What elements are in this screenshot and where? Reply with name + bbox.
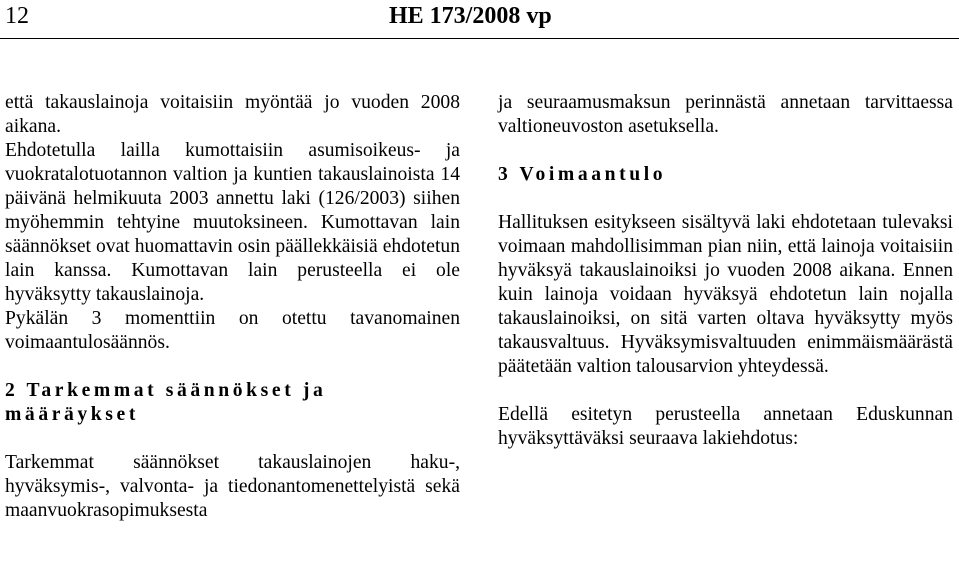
left-paragraph-4: Tarkemmat säännökset takauslainojen haku-, hyväksymis-, valvonta- ja tiedonantomenettelyistä sekä maanvuokrasopimuksesta — [5, 452, 460, 521]
right-paragraph-2: Hallituksen esitykseen sisältyvä laki ehdotetaan tulevaksi voimaan mahdollisimman pian niin, että lainoja voitaisiin hyväksyä takauslainoiksi jo vuoden 2008 aikana. Ennen kuin lainoja voidaan hyväksyä ehdotetun lain nojalla takauslainoiksi, on sitä varten oltava hyväksytty myös takausvaltuus. Hyväksymisvaltuuden enimmäismäärästä päätetään valtion talousarvion yhteydessä. — [498, 212, 953, 377]
section-heading-3: 3 Voimaantulo — [498, 164, 667, 185]
right-paragraph-1: ja seuraamusmaksun perinnästä annetaan tarvittaessa valtioneuvoston asetuksella. — [498, 92, 953, 137]
left-paragraph-2: Ehdotetulla lailla kumottaisiin asumisoikeus- ja vuokratalotuotannon valtion ja kuntien takauslainoista 14 päivänä helmikuuta 2003 annettu laki (126/2003) siihen myöhemmin tehtyine muutoksineen. Kumottavan lain säännökset ovat huomattavin osin päällekkäisiä ehdotetun lain kanssa. Kumottavan lain perusteella ei ole hyväksytty takauslainoja. — [5, 140, 460, 305]
right-paragraph-3: Edellä esitetyn perusteella annetaan Eduskunnan hyväksyttäväksi seuraava lakiehdotus: — [498, 404, 953, 449]
right-column — [498, 91, 953, 451]
document-reference: HE 173/2008 vp — [389, 3, 552, 29]
left-column — [5, 91, 460, 523]
page-number: 12 — [5, 3, 29, 29]
left-paragraph-1: että takauslainoja voitaisiin myöntää jo vuoden 2008 aikana. — [5, 92, 460, 137]
section-heading-2: 2 Tarkemmat säännökset ja määräykset — [5, 380, 327, 425]
left-paragraph-3: Pykälän 3 momenttiin on otettu tavanomainen voimaantulosäännös. — [5, 308, 460, 353]
header-rule — [0, 38, 959, 39]
